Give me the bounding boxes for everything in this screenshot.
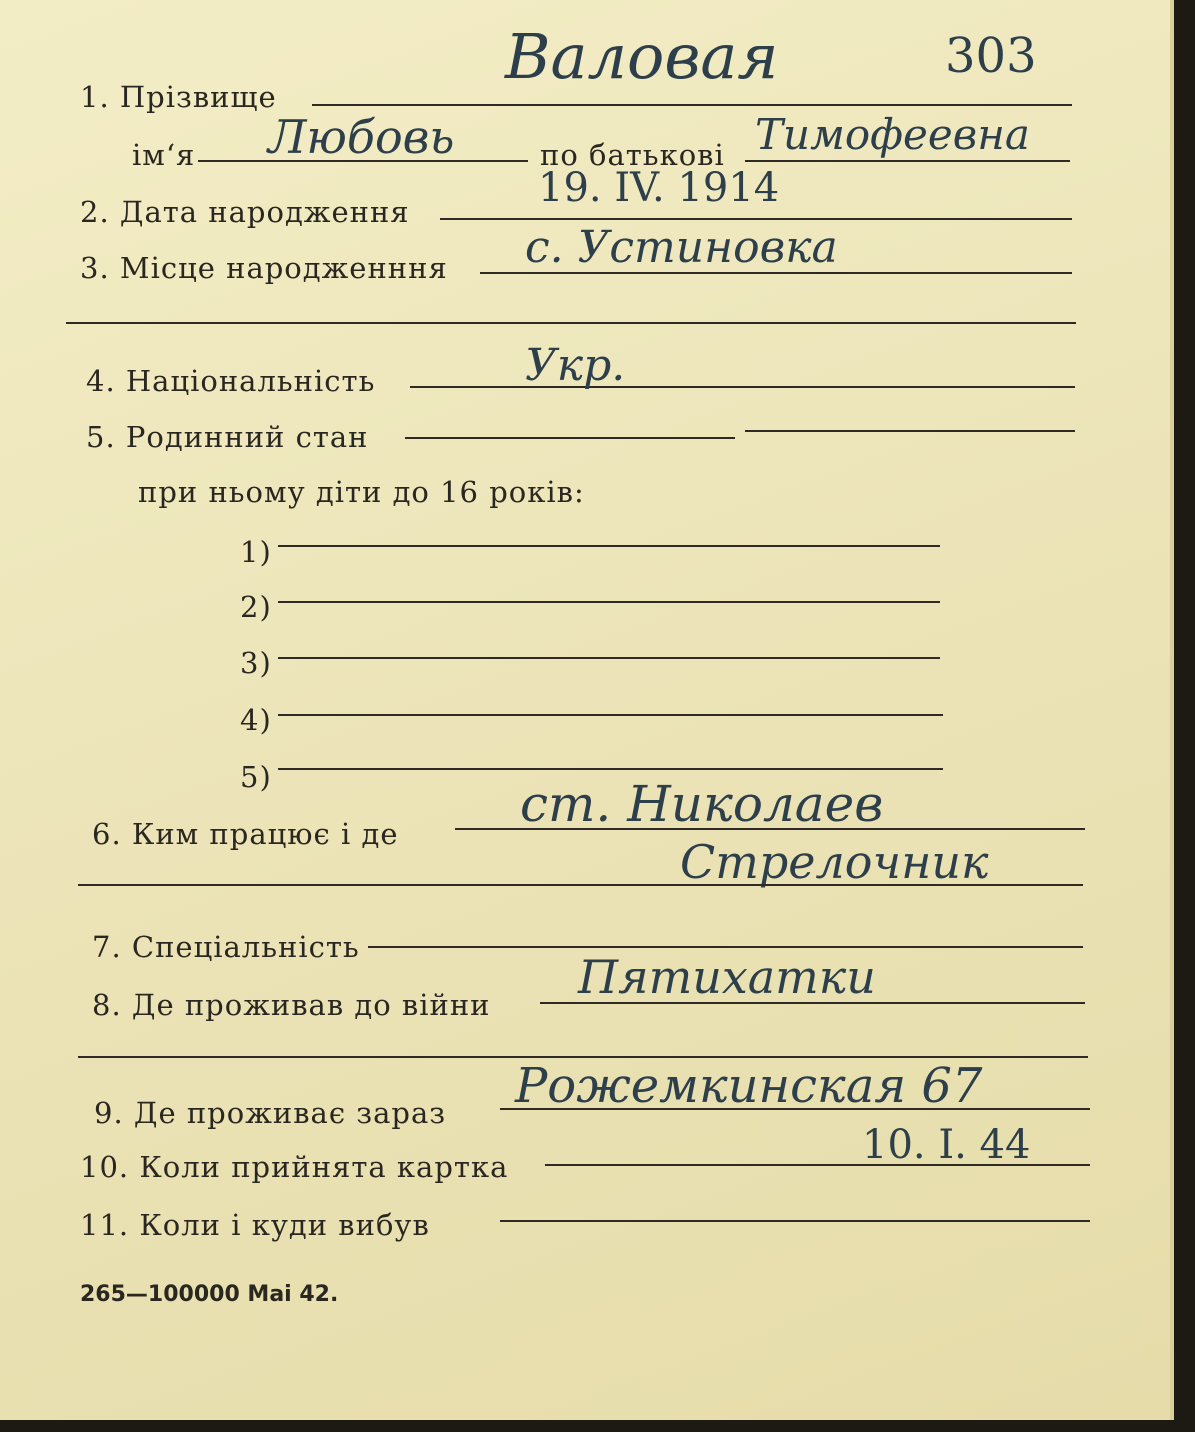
child-4-line bbox=[278, 714, 943, 716]
current-residence-label: 9. Де проживає зараз bbox=[94, 1096, 447, 1130]
child-1-line bbox=[278, 545, 940, 547]
specialty-label: 7. Спеціальність bbox=[92, 930, 360, 964]
patronymic-label: по батькові bbox=[540, 138, 725, 172]
children-label: при ньому діти до 16 років: bbox=[138, 475, 585, 509]
work-extra-line bbox=[78, 884, 1083, 886]
surname-handwritten: Валовая bbox=[505, 20, 779, 93]
surname-line bbox=[312, 104, 1072, 106]
name-handwritten: Любовь bbox=[268, 110, 455, 164]
departed-label: 11. Коли і куди вибув bbox=[80, 1208, 430, 1242]
work-handwritten-line1: ст. Николаев bbox=[520, 775, 884, 833]
birthplace-handwritten: с. Устиновка bbox=[525, 222, 838, 273]
birthplace-label: 3. Місце народженння bbox=[80, 251, 448, 285]
card-accepted-label: 10. Коли прийнята картка bbox=[80, 1150, 509, 1184]
nationality-line bbox=[410, 386, 1075, 388]
work-handwritten-line2: Стрелочник bbox=[680, 835, 989, 889]
child-2-label: 2) bbox=[240, 590, 272, 624]
patronymic-line bbox=[745, 160, 1070, 162]
marital-line-right bbox=[745, 430, 1075, 432]
birthdate-line bbox=[440, 218, 1072, 220]
marital-status-label: 5. Родинний стан bbox=[86, 420, 369, 454]
nationality-handwritten: Укр. bbox=[525, 340, 626, 391]
child-5-line bbox=[278, 768, 943, 770]
marital-line-left bbox=[405, 437, 735, 439]
prewar-handwritten: Пятихатки bbox=[578, 950, 876, 1004]
prewar-residence-label: 8. Де проживав до війни bbox=[92, 988, 491, 1022]
card-number-handwritten: 303 bbox=[945, 28, 1037, 84]
nationality-label: 4. Національність bbox=[86, 364, 376, 398]
work-label: 6. Ким працює і де bbox=[92, 817, 399, 851]
child-1-label: 1) bbox=[240, 535, 272, 569]
name-label: ім‘я bbox=[132, 138, 196, 172]
child-5-label: 5) bbox=[240, 760, 272, 794]
accepted-handwritten: 10. I. 44 bbox=[862, 1122, 1031, 1168]
departed-line bbox=[500, 1220, 1090, 1222]
current-handwritten: Рожемкинская 67 bbox=[515, 1058, 983, 1114]
specialty-line bbox=[368, 946, 1083, 948]
surname-label: 1. Прізвище bbox=[80, 80, 277, 114]
birthdate-handwritten: 19. IV. 1914 bbox=[538, 165, 780, 211]
child-2-line bbox=[278, 601, 940, 603]
birthdate-label: 2. Дата народження bbox=[80, 195, 410, 229]
print-code-footer: 265—100000 Mai 42. bbox=[80, 1282, 339, 1307]
child-3-label: 3) bbox=[240, 646, 272, 680]
child-4-label: 4) bbox=[240, 703, 272, 737]
child-3-line bbox=[278, 657, 940, 659]
birthplace-extra-line bbox=[66, 322, 1076, 324]
patronymic-handwritten: Тимофеевна bbox=[755, 110, 1030, 159]
